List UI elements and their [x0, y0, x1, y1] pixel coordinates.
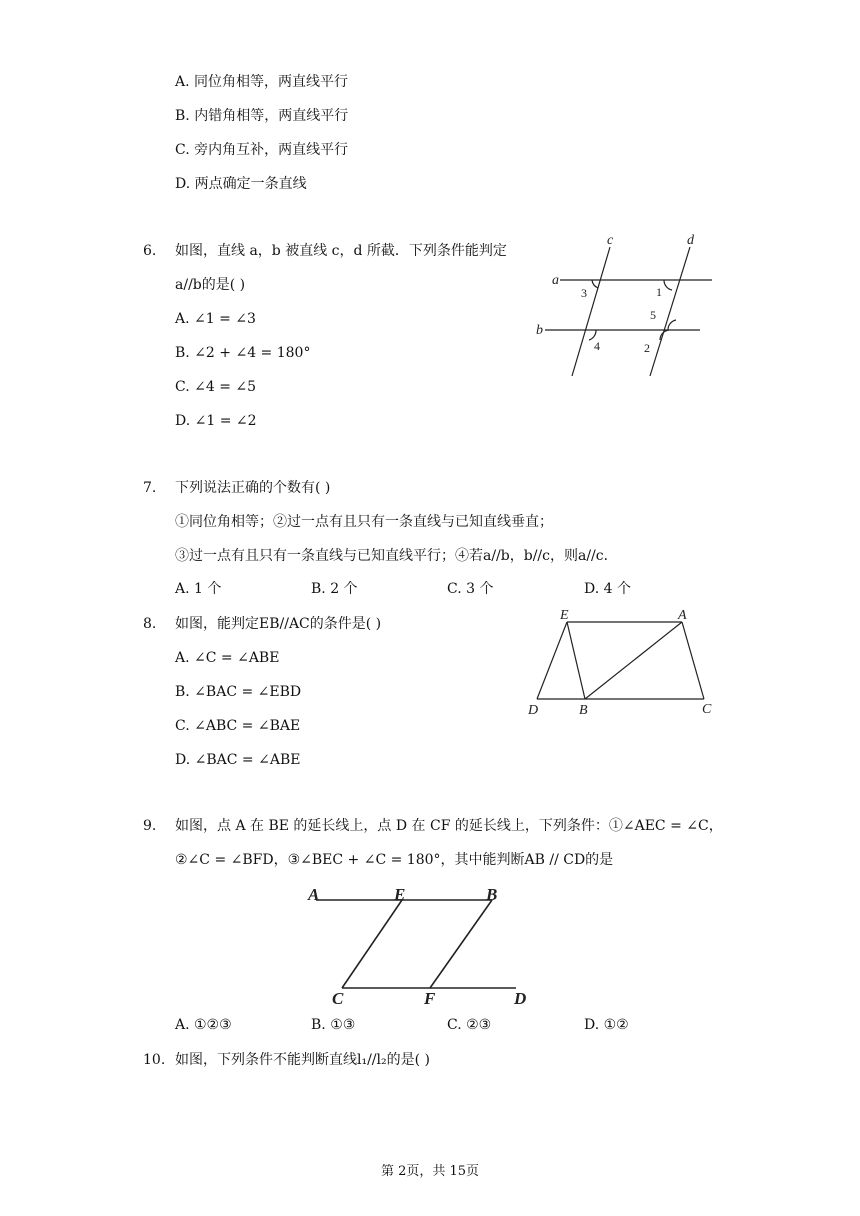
q9-line-ec	[342, 900, 402, 988]
page-footer: 第 2页，共 15页	[380, 1164, 480, 1179]
q9-option-c: C. ②③	[447, 1017, 492, 1033]
q7-statement-line1: ①同位角相等；②过一点有且只有一条直线与已知直线垂直；	[175, 514, 553, 530]
q6-option-c: C. ∠4 = ∠5	[175, 379, 257, 395]
q6-line-c	[572, 247, 610, 376]
q9-stem-line1: 如图，点 A 在 BE 的延长线上，点 D 在 CF 的延长线上，下列条件：①∠AEC = ∠C，	[175, 818, 723, 834]
q6-label-1: 1	[656, 285, 662, 299]
q6-label-c: c	[607, 233, 614, 248]
q6-label-2: 2	[644, 341, 650, 355]
q8-label-d: D	[528, 703, 539, 718]
q5-option-c: C. 旁内角互补，两直线平行	[175, 142, 349, 158]
q8-line-ab	[585, 622, 682, 699]
q8-line-ed	[537, 622, 567, 699]
q9-option-b: B. ①③	[311, 1017, 356, 1033]
q6-label-4: 4	[594, 339, 600, 353]
q8-option-b: B. ∠BAC = ∠EBD	[175, 684, 302, 700]
q5-option-b: B. 内错角相等，两直线平行	[175, 108, 349, 124]
q8-label-c: C	[702, 702, 712, 717]
q6-label-3: 3	[581, 286, 587, 300]
q6-figure	[530, 230, 720, 380]
q7-stem: 下列说法正确的个数有( )	[175, 480, 331, 496]
q7-option-c: C. 3 个	[447, 581, 494, 597]
q9-number: 9.	[143, 818, 157, 834]
q9-option-a: A. ①②③	[175, 1017, 232, 1033]
q9-label-b: B	[486, 885, 498, 904]
q8-label-e: E	[560, 608, 569, 623]
q8-label-a: A	[678, 608, 687, 623]
q7-option-b: B. 2 个	[311, 581, 358, 597]
q8-figure	[522, 604, 722, 719]
q7-option-d: D. 4 个	[584, 581, 631, 597]
q9-label-f: F	[424, 989, 436, 1008]
q9-line-bf	[430, 900, 492, 988]
q8-line-ac	[682, 622, 704, 699]
q6-label-a: a	[552, 273, 559, 288]
q9-option-d: D. ①②	[584, 1017, 629, 1033]
q8-stem: 如图，能判定EB//AC的条件是( )	[175, 616, 382, 632]
q6-stem-line2: a//b的是( )	[175, 277, 246, 293]
q9-label-d: D	[514, 989, 527, 1008]
q6-line-d	[650, 247, 690, 376]
q6-stem-line1: 如图，直线 a，b 被直线 c，d 所截．下列条件能判定	[175, 243, 507, 259]
q6-angle-arc-1	[664, 280, 672, 290]
q9-figure	[300, 878, 540, 1010]
q6-angle-arc-5	[668, 320, 676, 330]
q6-option-b: B. ∠2 + ∠4 = 180°	[175, 345, 311, 361]
q6-angle-arc-3	[592, 280, 598, 288]
q7-statement-line2: ③过一点有且只有一条直线与已知直线平行；④若a//b，b//c，则a//c．	[175, 548, 618, 564]
q9-label-a: A	[308, 885, 320, 904]
q5-option-a: A. 同位角相等，两直线平行	[175, 74, 349, 90]
q8-label-b: B	[579, 703, 588, 718]
q9-label-e: E	[394, 885, 406, 904]
q10-number: 10.	[143, 1052, 166, 1068]
q6-option-d: D. ∠1 = ∠2	[175, 413, 257, 429]
q9-stem-line2: ②∠C = ∠BFD，③∠BEC + ∠C = 180°，其中能判断AB // CD的是	[175, 852, 614, 868]
q8-option-c: C. ∠ABC = ∠BAE	[175, 718, 301, 734]
q9-label-c: C	[332, 989, 344, 1008]
q10-stem: 如图，下列条件不能判断直线l₁//l₂的是( )	[175, 1052, 430, 1068]
q6-label-b: b	[536, 323, 543, 338]
q7-option-a: A. 1 个	[175, 581, 222, 597]
q6-option-a: A. ∠1 = ∠3	[175, 311, 256, 327]
q8-line-eb	[567, 622, 585, 699]
q7-number: 7.	[143, 480, 157, 496]
q8-number: 8.	[143, 616, 157, 632]
q5-option-d: D. 两点确定一条直线	[175, 176, 307, 192]
q6-label-5: 5	[650, 308, 656, 322]
q8-option-a: A. ∠C = ∠ABE	[175, 650, 280, 666]
q6-label-d: d	[687, 233, 694, 248]
q6-number: 6.	[143, 243, 157, 259]
q8-option-d: D. ∠BAC = ∠ABE	[175, 752, 301, 768]
